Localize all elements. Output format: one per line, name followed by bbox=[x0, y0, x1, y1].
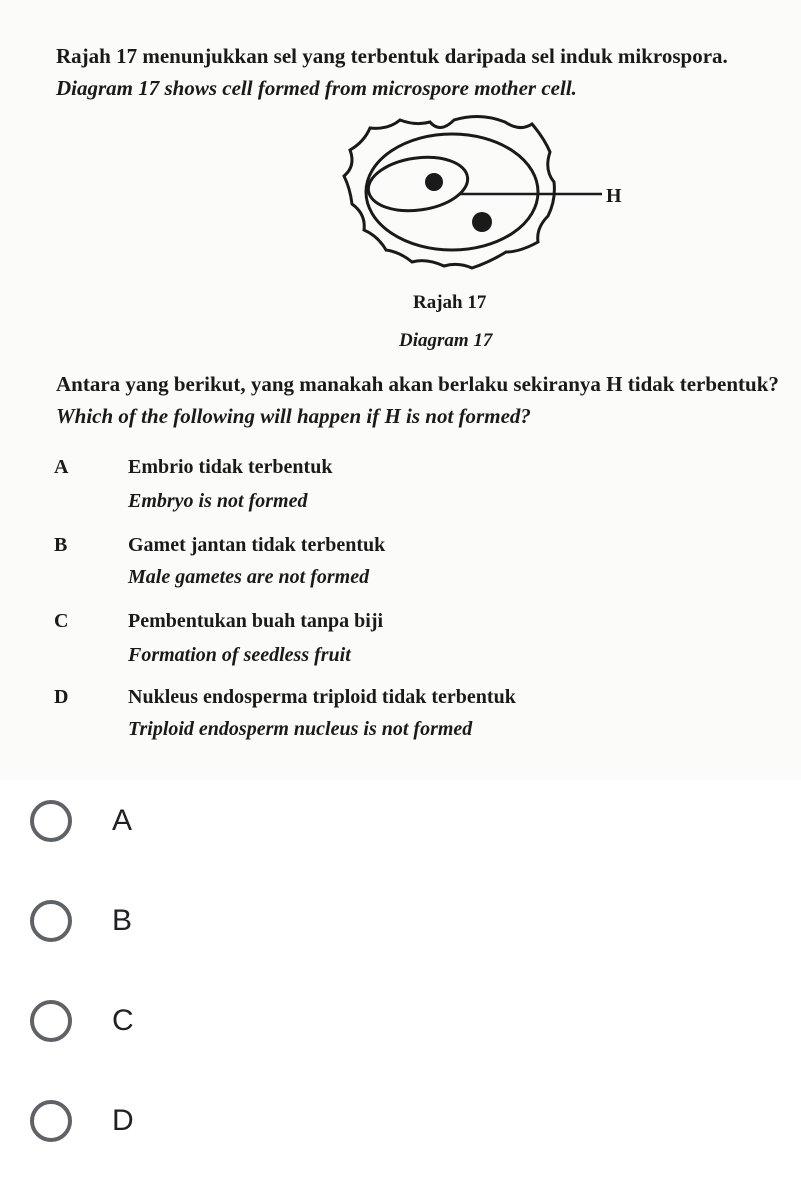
choice-d-label: D bbox=[112, 1104, 134, 1137]
option-d-english: Triploid endosperm nucleus is not formed bbox=[128, 718, 473, 740]
prompt-malay: Antara yang berikut, yang manakah akan berlaku sekiranya H tidak terbentuk? bbox=[56, 372, 779, 396]
option-d-letter: D bbox=[54, 686, 69, 708]
choice-b[interactable] bbox=[30, 893, 330, 949]
choice-c[interactable] bbox=[30, 993, 330, 1049]
choice-b-label: B bbox=[112, 904, 133, 937]
stem-malay: Rajah 17 menunjukkan sel yang terbentuk daripada sel induk mikrospora. bbox=[56, 44, 728, 68]
diagram-caption-english: Diagram 17 bbox=[399, 330, 493, 351]
choice-d[interactable] bbox=[30, 1093, 330, 1149]
radio-d[interactable] bbox=[30, 1100, 72, 1142]
radio-c[interactable] bbox=[30, 1000, 72, 1042]
option-b-letter: B bbox=[54, 534, 68, 556]
prompt-english: Which of the following will happen if H is not formed? bbox=[56, 404, 531, 428]
tube-nucleus bbox=[472, 212, 492, 232]
option-b-english: Male gametes are not formed bbox=[128, 566, 370, 588]
option-c-english: Formation of seedless fruit bbox=[128, 644, 351, 666]
option-c-malay: Pembentukan buah tanpa biji bbox=[128, 610, 384, 632]
option-b-malay: Gamet jantan tidak terbentuk bbox=[128, 534, 386, 556]
radio-b[interactable] bbox=[30, 900, 72, 942]
option-d-malay: Nukleus endosperma triploid tidak terbentuk bbox=[128, 686, 516, 708]
pollen-inner-wall bbox=[366, 134, 538, 250]
radio-a[interactable] bbox=[30, 800, 72, 842]
diagram-caption-malay: Rajah 17 bbox=[413, 292, 487, 313]
option-a-letter: A bbox=[54, 456, 69, 478]
choice-a-label: A bbox=[112, 804, 133, 837]
choice-a[interactable] bbox=[30, 793, 330, 849]
generative-nucleus bbox=[425, 173, 443, 191]
option-c-letter: C bbox=[54, 610, 69, 632]
pollen-outer-wall bbox=[344, 116, 554, 268]
option-a-english: Embryo is not formed bbox=[128, 490, 308, 512]
pollen-grain-diagram bbox=[330, 112, 640, 272]
choice-c-label: C bbox=[112, 1004, 134, 1037]
option-a-malay: Embrio tidak terbentuk bbox=[128, 456, 333, 478]
stem-english: Diagram 17 shows cell formed from microspore mother cell. bbox=[56, 76, 577, 100]
label-h: H bbox=[606, 185, 622, 207]
